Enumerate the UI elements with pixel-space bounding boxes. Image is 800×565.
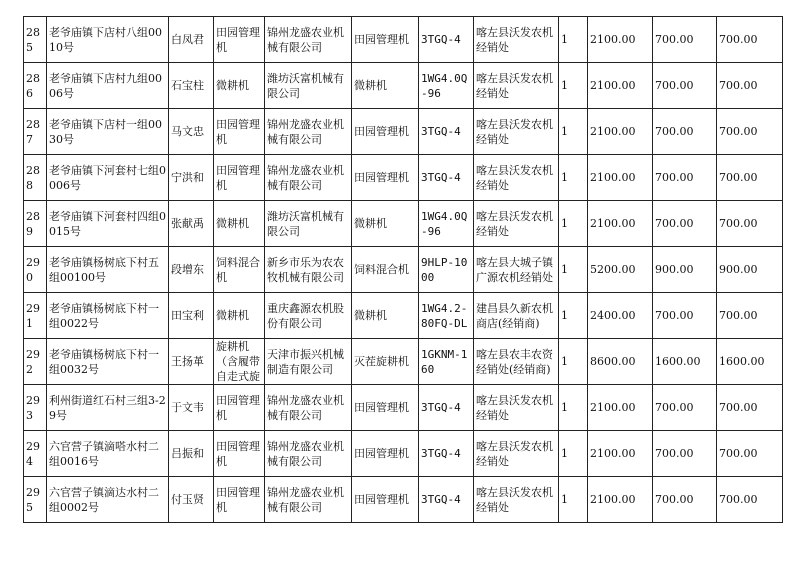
table-row [24, 201, 783, 247]
model-cell: 1GKNM-160 [419, 339, 474, 385]
table-row [24, 293, 783, 339]
buyer-name-cell: 白凤君 [169, 17, 214, 63]
dealer-cell: 喀左县沃发农机经销处 [474, 109, 559, 155]
manufacturer-cell: 新乡市乐为农农牧机械有限公司 [265, 247, 352, 293]
buyer-name-cell: 张献禹 [169, 201, 214, 247]
quantity-cell: 1 [559, 247, 588, 293]
manufacturer-cell: 锦州龙盛农业机械有限公司 [265, 477, 352, 523]
manufacturer-cell: 锦州龙盛农业机械有限公司 [265, 155, 352, 201]
dealer-cell: 喀左县农丰农资经销处(经销商) [474, 339, 559, 385]
row-number: 292 [24, 339, 47, 385]
machine-item-cell: 微耕机 [352, 63, 419, 109]
dealer-cell: 喀左县沃发农机经销处 [474, 17, 559, 63]
quantity-cell: 1 [559, 477, 588, 523]
address-cell: 老爷庙镇下河套村七组0006号 [47, 155, 169, 201]
table-row [24, 247, 783, 293]
dealer-cell: 喀左县沃发农机经销处 [474, 477, 559, 523]
subsidy-cell: 700.00 [653, 477, 717, 523]
total-subsidy-cell: 700.00 [717, 293, 783, 339]
row-number: 295 [24, 477, 47, 523]
price-cell: 2400.00 [588, 293, 653, 339]
machine-category-cell: 饲料混合机 [214, 247, 265, 293]
table-row [24, 63, 783, 109]
address-cell: 老爷庙镇杨树底下村一组0022号 [47, 293, 169, 339]
quantity-cell: 1 [559, 201, 588, 247]
row-number: 294 [24, 431, 47, 477]
machine-item-cell: 田园管理机 [352, 431, 419, 477]
subsidy-table [23, 16, 783, 523]
model-cell: 9HLP-1000 [419, 247, 474, 293]
row-number: 285 [24, 17, 47, 63]
manufacturer-cell: 潍坊沃富机械有限公司 [265, 63, 352, 109]
buyer-name-cell: 宁洪和 [169, 155, 214, 201]
machine-category-cell: 微耕机 [214, 63, 265, 109]
price-cell: 2100.00 [588, 63, 653, 109]
subsidy-cell: 700.00 [653, 385, 717, 431]
machine-category-cell: 田园管理机 [214, 385, 265, 431]
machine-item-cell: 灭茬旋耕机 [352, 339, 419, 385]
manufacturer-cell: 锦州龙盛农业机械有限公司 [265, 431, 352, 477]
model-cell: 3TGQ-4 [419, 109, 474, 155]
manufacturer-cell: 锦州龙盛农业机械有限公司 [265, 385, 352, 431]
table-row [24, 431, 783, 477]
price-cell: 2100.00 [588, 155, 653, 201]
machine-category-cell: 微耕机 [214, 201, 265, 247]
machine-item-cell: 微耕机 [352, 293, 419, 339]
model-cell: 3TGQ-4 [419, 477, 474, 523]
machine-item-cell: 微耕机 [352, 201, 419, 247]
address-cell: 六官营子镇滴达水村二组0002号 [47, 477, 169, 523]
table-row [24, 385, 783, 431]
quantity-cell: 1 [559, 293, 588, 339]
total-subsidy-cell: 700.00 [717, 17, 783, 63]
total-subsidy-cell: 700.00 [717, 385, 783, 431]
manufacturer-cell: 潍坊沃富机械有限公司 [265, 201, 352, 247]
dealer-cell: 喀左县沃发农机经销处 [474, 201, 559, 247]
machine-item-cell: 饲料混合机 [352, 247, 419, 293]
manufacturer-cell: 锦州龙盛农业机械有限公司 [265, 17, 352, 63]
dealer-cell: 喀左县沃发农机经销处 [474, 431, 559, 477]
model-cell: 1WG4.0Q-96 [419, 63, 474, 109]
machine-category-cell: 旋耕机（含履带自走式旋 [214, 339, 265, 385]
subsidy-cell: 700.00 [653, 293, 717, 339]
model-cell: 3TGQ-4 [419, 385, 474, 431]
price-cell: 2100.00 [588, 17, 653, 63]
price-cell: 5200.00 [588, 247, 653, 293]
row-number: 293 [24, 385, 47, 431]
buyer-name-cell: 王扬革 [169, 339, 214, 385]
subsidy-cell: 700.00 [653, 109, 717, 155]
price-cell: 8600.00 [588, 339, 653, 385]
total-subsidy-cell: 700.00 [717, 477, 783, 523]
quantity-cell: 1 [559, 17, 588, 63]
machine-category-cell: 田园管理机 [214, 155, 265, 201]
table-row [24, 477, 783, 523]
address-cell: 老爷庙镇杨树底下村一组0032号 [47, 339, 169, 385]
machine-category-cell: 田园管理机 [214, 17, 265, 63]
quantity-cell: 1 [559, 63, 588, 109]
total-subsidy-cell: 700.00 [717, 201, 783, 247]
model-cell: 3TGQ-4 [419, 155, 474, 201]
model-cell: 3TGQ-4 [419, 17, 474, 63]
address-cell: 老爷庙镇下店村九组0006号 [47, 63, 169, 109]
machine-category-cell: 田园管理机 [214, 477, 265, 523]
total-subsidy-cell: 700.00 [717, 63, 783, 109]
quantity-cell: 1 [559, 385, 588, 431]
subsidy-cell: 1600.00 [653, 339, 717, 385]
address-cell: 老爷庙镇杨树底下村五组00100号 [47, 247, 169, 293]
table-row [24, 339, 783, 385]
dealer-cell: 喀左县沃发农机经销处 [474, 63, 559, 109]
model-cell: 1WG4.2-80FQ-DL [419, 293, 474, 339]
manufacturer-cell: 锦州龙盛农业机械有限公司 [265, 109, 352, 155]
address-cell: 老爷庙镇下店村八组0010号 [47, 17, 169, 63]
model-cell: 3TGQ-4 [419, 431, 474, 477]
quantity-cell: 1 [559, 109, 588, 155]
subsidy-cell: 700.00 [653, 201, 717, 247]
price-cell: 2100.00 [588, 109, 653, 155]
price-cell: 2100.00 [588, 431, 653, 477]
total-subsidy-cell: 1600.00 [717, 339, 783, 385]
table-row [24, 17, 783, 63]
address-cell: 六官营子镇滴嗒水村二组0016号 [47, 431, 169, 477]
price-cell: 2100.00 [588, 477, 653, 523]
quantity-cell: 1 [559, 155, 588, 201]
buyer-name-cell: 段增东 [169, 247, 214, 293]
dealer-cell: 喀左县沃发农机经销处 [474, 155, 559, 201]
machine-category-cell: 田园管理机 [214, 109, 265, 155]
row-number: 291 [24, 293, 47, 339]
buyer-name-cell: 田宝利 [169, 293, 214, 339]
machine-item-cell: 田园管理机 [352, 155, 419, 201]
row-number: 287 [24, 109, 47, 155]
quantity-cell: 1 [559, 431, 588, 477]
buyer-name-cell: 付玉贤 [169, 477, 214, 523]
machine-item-cell: 田园管理机 [352, 477, 419, 523]
subsidy-cell: 700.00 [653, 63, 717, 109]
subsidy-cell: 700.00 [653, 155, 717, 201]
buyer-name-cell: 石宝柱 [169, 63, 214, 109]
total-subsidy-cell: 900.00 [717, 247, 783, 293]
price-cell: 2100.00 [588, 201, 653, 247]
subsidy-cell: 700.00 [653, 431, 717, 477]
row-number: 290 [24, 247, 47, 293]
dealer-cell: 建昌县久新农机商店(经销商) [474, 293, 559, 339]
buyer-name-cell: 马文忠 [169, 109, 214, 155]
machine-category-cell: 微耕机 [214, 293, 265, 339]
table-body [24, 17, 783, 523]
total-subsidy-cell: 700.00 [717, 431, 783, 477]
machine-item-cell: 田园管理机 [352, 109, 419, 155]
total-subsidy-cell: 700.00 [717, 109, 783, 155]
dealer-cell: 喀左县沃发农机经销处 [474, 385, 559, 431]
row-number: 286 [24, 63, 47, 109]
machine-item-cell: 田园管理机 [352, 17, 419, 63]
quantity-cell: 1 [559, 339, 588, 385]
model-cell: 1WG4.0Q-96 [419, 201, 474, 247]
buyer-name-cell: 吕振和 [169, 431, 214, 477]
subsidy-cell: 900.00 [653, 247, 717, 293]
table-row [24, 109, 783, 155]
manufacturer-cell: 天津市振兴机械制造有限公司 [265, 339, 352, 385]
row-number: 289 [24, 201, 47, 247]
buyer-name-cell: 于文韦 [169, 385, 214, 431]
address-cell: 利州街道红石村三组3-29号 [47, 385, 169, 431]
subsidy-cell: 700.00 [653, 17, 717, 63]
address-cell: 老爷庙镇下河套村四组0015号 [47, 201, 169, 247]
total-subsidy-cell: 700.00 [717, 155, 783, 201]
dealer-cell: 喀左县大城子镇广源农机经销处 [474, 247, 559, 293]
address-cell: 老爷庙镇下店村一组0030号 [47, 109, 169, 155]
machine-category-cell: 田园管理机 [214, 431, 265, 477]
row-number: 288 [24, 155, 47, 201]
manufacturer-cell: 重庆鑫源农机股份有限公司 [265, 293, 352, 339]
machine-item-cell: 田园管理机 [352, 385, 419, 431]
table-row [24, 155, 783, 201]
price-cell: 2100.00 [588, 385, 653, 431]
